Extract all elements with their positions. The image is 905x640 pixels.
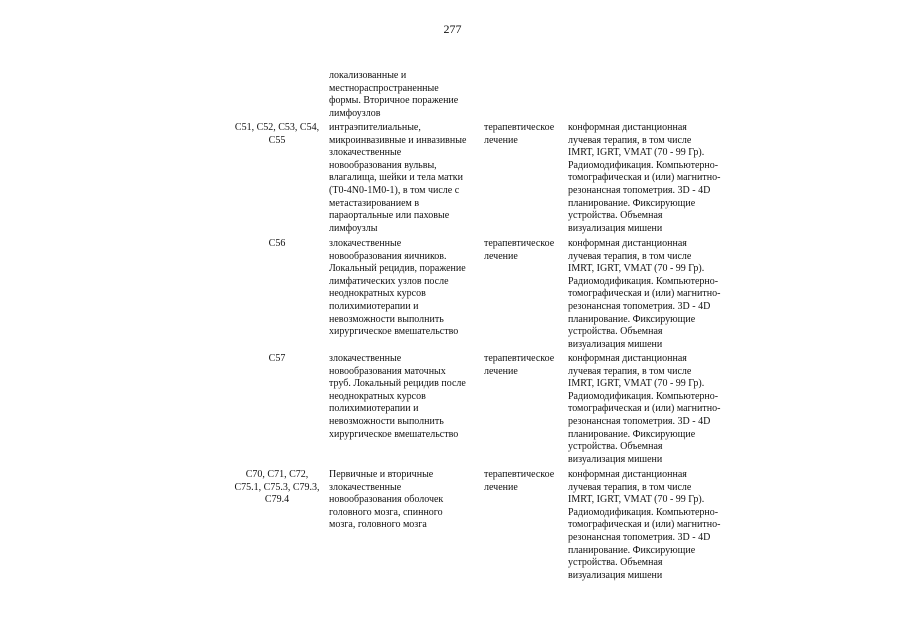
row-4-treatment: терапевтическое лечение [484, 469, 555, 493]
row-2-diagnosis: злокачественные новообразования яичников. Локальный рецидив, поражение лимфатических узлов после неоднократных курсов полихимиотерапии и невозможности выполнить хирургическое вмешательство [329, 238, 466, 338]
row-3-treatment: терапевтическое лечение [484, 353, 555, 377]
row-1-treatment: терапевтическое лечение [484, 122, 555, 146]
row-1-codes: C51, C52, C53, C54, C55 [234, 122, 320, 146]
row-2-treatment: терапевтическое лечение [484, 238, 555, 262]
row-3-method: конформная дистанционная лучевая терапия, в том числе IMRT, IGRT, VMAT (70 - 99 Гр). Радиомодификация. Компьютерно- томографическая и (или) магнитно- резонансная топометрия. 3D - 4D планирование. Фиксирующие устройства. Объемная визуализация мишени [568, 353, 721, 465]
row-3-codes: C57 [268, 353, 286, 364]
row-4-diagnosis: Первичные и вторичные злокачественные новообразования оболочек головного мозга, спинного мозга, головного мозга [329, 469, 444, 531]
page-number: 277 [443, 22, 462, 36]
row-2-codes: C56 [268, 238, 286, 249]
row-1-diagnosis: интраэпителиальные, микроинвазивные и инвазивные злокачественные новообразования вульвы, влагалища, шейки и тела матки (T0-4N0-1M0-1), в том числе с метастазированием в параортальные или паховые лимфоузлы [329, 122, 467, 234]
row-4-codes: C70, C71, C72, C75.1, C75.3, C79.3, C79.4 [234, 469, 320, 506]
row-1-method: конформная дистанционная лучевая терапия, в том числе IMRT, IGRT, VMAT (70 - 99 Гр). Радиомодификация. Компьютерно- томографическая и (или) магнитно- резонансная топометрия. 3D - 4D планирование. Фиксирующие устройства. Объемная визуализация мишени [568, 122, 721, 234]
row-4-method: конформная дистанционная лучевая терапия, в том числе IMRT, IGRT, VMAT (70 - 99 Гр). Радиомодификация. Компьютерно- томографическая и (или) магнитно- резонансная топометрия. 3D - 4D планирование. Фиксирующие устройства. Объемная визуализация мишени [568, 469, 721, 581]
row-3-diagnosis: злокачественные новообразования маточных труб. Локальный рецидив после неоднократных курсов полихимиотерапии и невозможности выполнить хирургическое вмешательство [329, 353, 466, 440]
row-0-diagnosis: локализованные и местнораспространенные формы. Вторичное поражение лимфоузлов [329, 70, 459, 119]
row-2-method: конформная дистанционная лучевая терапия, в том числе IMRT, IGRT, VMAT (70 - 99 Гр). Радиомодификация. Компьютерно- томографическая и (или) магнитно- резонансная топометрия. 3D - 4D планирование. Фиксирующие устройства. Объемная визуализация мишени [568, 238, 721, 350]
